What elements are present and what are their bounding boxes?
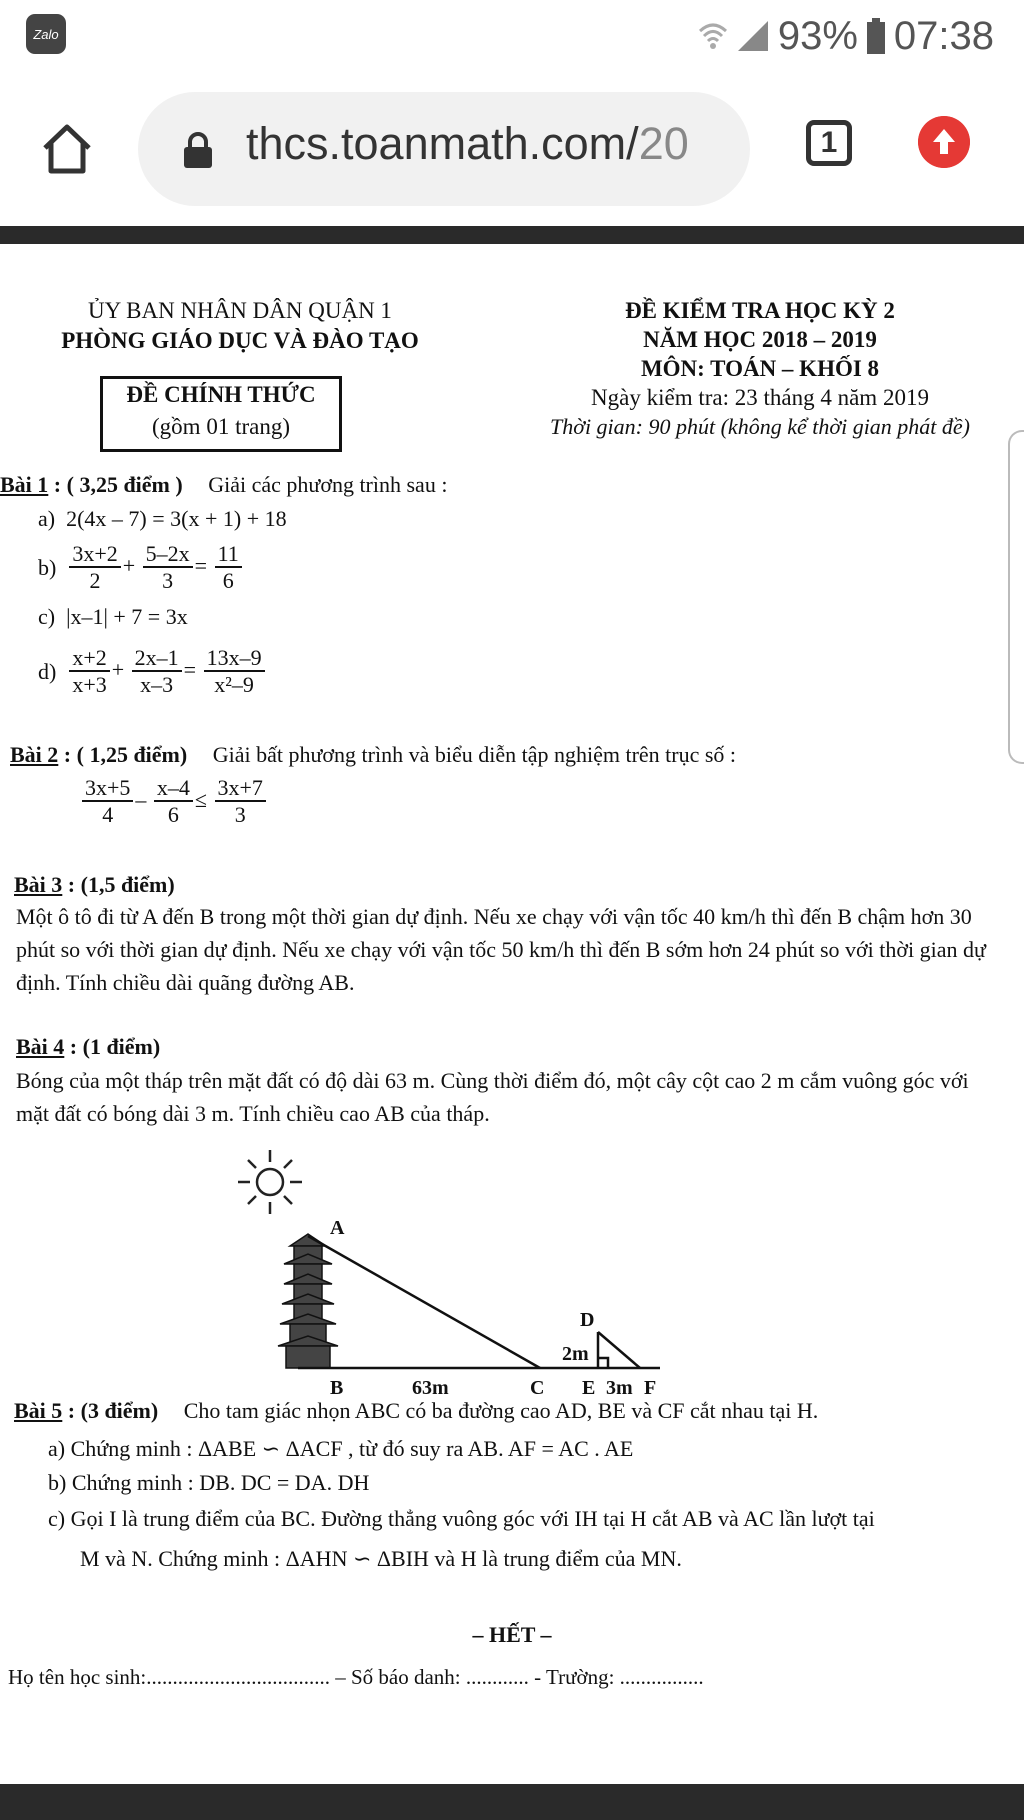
student-info-fields: Họ tên học sinh:................................... – Số báo danh: ............ - Trường: ................ (8, 1665, 704, 1689)
battery-percent: 93% (777, 13, 858, 58)
official-title: ĐỀ CHÍNH THỨC (126, 382, 316, 407)
bai3-heading (14, 870, 175, 900)
label-f: F (644, 1377, 657, 1399)
bai5-intro: Cho tam giác nhọn ABC có ba đường cao AD, BE và CF cắt nhau tại H. (183, 1398, 819, 1423)
bai5-heading (14, 1396, 818, 1426)
tower-icon (278, 1234, 338, 1368)
bai4-text: Bóng của một tháp trên mặt đất có độ dài 63 m. Cùng thời điểm đó, một cây cột cao 2 m cắm vuông góc với mặt đất có bóng dài 3 m. Tính chiều cao AB của tháp. (16, 1068, 969, 1126)
page-bottom-divider (0, 1784, 1024, 1820)
school-year: NĂM HỌC 2018 – 2019 (643, 327, 877, 352)
label-63m: 63m (412, 1377, 449, 1399)
fraction: $\frac{3x+7}{3}$ (215, 776, 266, 828)
bai1-b: b) $\frac{3x+2}{2}$ + $\frac{5-2x}{3}$ = $\frac{11}{6}$ (38, 542, 244, 594)
bai5-b: b) Chứng minh : DB. DC = DA. DH (48, 1470, 370, 1495)
bai3-title: Bài 3 (14, 872, 63, 897)
education-office: PHÒNG GIÁO DỤC VÀ ĐÀO TẠO (61, 328, 419, 353)
exam-date: Ngày kiểm tra: 23 tháng 4 năm 2019 (591, 385, 929, 410)
wifi-icon (698, 19, 728, 53)
bai1-heading (0, 470, 447, 500)
bai1-a: a) 2(4x – 7) = 3(x + 1) + 18 (38, 506, 287, 531)
zalo-app-icon: Zalo (26, 14, 66, 54)
fraction: $\frac{x+2}{x+3}$ (69, 646, 109, 698)
label-3m: 3m (606, 1377, 633, 1399)
label-2m: 2m (562, 1343, 589, 1365)
bai5-points: : (3 điểm) (67, 1398, 159, 1423)
bai5-c: c) Gọi I là trung điểm của BC. Đường thẳng vuông góc với IH tại H cắt AB và AC lần lượt tại (48, 1506, 875, 1531)
bai2-instruction: Giải bất phương trình và biểu diễn tập nghiệm trên trục số : (212, 742, 737, 767)
tab-switcher-button[interactable]: 1 (806, 120, 852, 166)
tower-shadow-figure (220, 1136, 680, 1436)
sun-icon (238, 1150, 302, 1214)
official-sub: (gồm 01 trang) (152, 414, 290, 439)
update-icon[interactable] (918, 116, 970, 168)
battery-icon (866, 18, 886, 54)
label-d: D (580, 1309, 595, 1331)
label-a: A (330, 1217, 345, 1239)
lock-icon (182, 132, 214, 168)
bai4-heading (16, 1032, 160, 1062)
header-right (520, 296, 1000, 441)
fraction: $\frac{2x-1}{x-3}$ (132, 646, 182, 698)
bai4-points: : (1 điểm) (69, 1034, 161, 1059)
url-text[interactable]: thcs.toanmath.com/20 (246, 118, 689, 169)
bai3-text: Một ô tô đi từ A đến B trong một thời gian dự định. Nếu xe chạy với vận tốc 40 km/h thì đến B chậm hơn 30 phút so với thời gian dự định. Nếu xe chạy với vận tốc 50 km/h thì đến B sớm hơn 24 phút so với thời gian dự định. Tính chiều dài quãng đường AB. (16, 904, 986, 995)
label-b: B (330, 1377, 344, 1399)
page-top-divider (0, 226, 1024, 244)
bai1-instruction: Giải các phương trình sau : (208, 472, 448, 497)
subject: MÔN: TOÁN – KHỐI 8 (640, 356, 880, 381)
header-left (30, 296, 450, 356)
status-bar (0, 0, 1024, 72)
bai5-a: a) Chứng minh : ΔABE ∽ ΔACF , từ đó suy ra AB. AF = AC . AE (48, 1436, 634, 1461)
shadow-ray-df (598, 1332, 640, 1368)
bai2-title: Bài 2 (10, 742, 59, 767)
shadow-ray-ac (308, 1236, 540, 1368)
exam-document (0, 244, 1024, 1784)
bai1-title: Bài 1 (0, 472, 49, 497)
fraction: $\frac{x-4}{6}$ (154, 776, 193, 828)
bai5-title: Bài 5 (14, 1398, 63, 1423)
address-bar[interactable] (138, 92, 750, 206)
status-icons (698, 10, 994, 62)
end-mark: – HẾT – (472, 1622, 552, 1647)
label-c: C (530, 1377, 545, 1399)
fraction: $\frac{3x+5}{4}$ (82, 776, 133, 828)
fraction: $\frac{3x+2}{2}$ (69, 542, 120, 594)
bai2-heading (10, 740, 736, 770)
home-icon[interactable] (40, 122, 94, 176)
bai1-c: c) |x–1| + 7 = 3x (38, 604, 188, 629)
bai2-points: : ( 1,25 điểm) (63, 742, 188, 767)
browser-toolbar (0, 72, 1024, 226)
bai1-points: : ( 3,25 điểm ) (53, 472, 183, 497)
bai2-inequality: $\frac{3x+5}{4}$ – $\frac{x-4}{6}$ ≤ $\frac{3x+7}{3}$ (80, 776, 268, 828)
fraction: $\frac{11}{6}$ (215, 542, 242, 594)
official-box (100, 376, 342, 452)
scroll-indicator[interactable] (1008, 430, 1024, 764)
fraction: $\frac{13x-9}{\text{x²–9}}$ (204, 646, 265, 698)
exam-title: ĐỀ KIỂM TRA HỌC KỲ 2 (625, 298, 895, 323)
signal-icon (736, 19, 770, 53)
bai4-title: Bài 4 (16, 1034, 65, 1059)
fraction: $\frac{5-2x}{3}$ (143, 542, 193, 594)
label-e: E (582, 1377, 596, 1399)
right-angle-mark (598, 1358, 608, 1368)
bai1-d: d) $\frac{x+2}{x+3}$ + $\frac{2x-1}{x-3}$ = $\frac{13x-9}{\text{x²–9}}$ (38, 646, 267, 698)
clock: 07:38 (893, 13, 994, 58)
bai5-c-continued: M và N. Chứng minh : ΔAHN ∽ ΔBIH và H là trung điểm của MN. (80, 1546, 682, 1571)
district-committee: ỦY BAN NHÂN DÂN QUẬN 1 (88, 298, 392, 323)
exam-duration: Thời gian: 90 phút (không kể thời gian phát đề) (549, 414, 971, 439)
bai3-points: : (1,5 điểm) (67, 872, 175, 897)
